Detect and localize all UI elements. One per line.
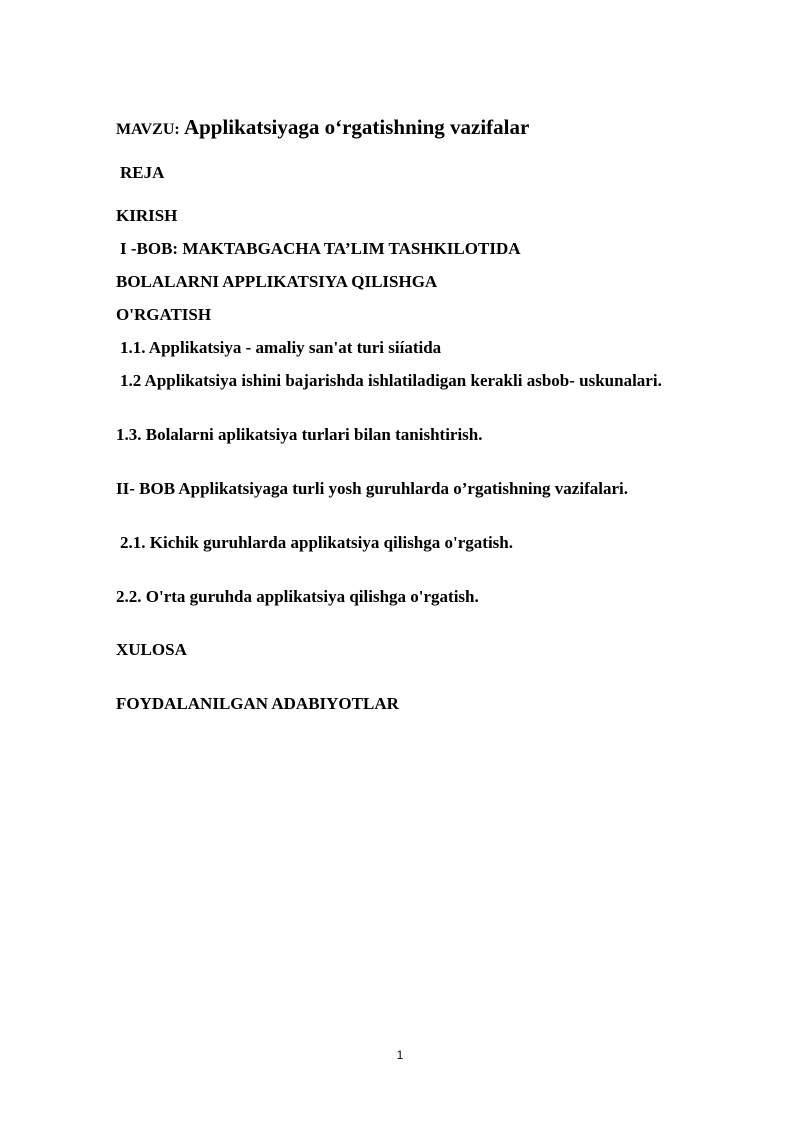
- page-number: 1: [396, 1048, 404, 1062]
- outline-item-chapter1-line1: I -BOB: MAKTABGACHA TA’LIM TASHKILOTIDA: [120, 239, 521, 258]
- topic-title: Applikatsiyaga o‘rgatishning vazifalar: [183, 115, 530, 139]
- outline-item-1-3: 1.3. Bolalarni aplikatsiya turlari bilan tanishtirish.: [116, 425, 483, 444]
- plan-heading: REJA: [120, 163, 165, 182]
- outline-item-conclusion: XULOSA: [116, 640, 187, 659]
- topic-label: MAVZU:: [116, 121, 180, 138]
- outline-item-2-2: 2.2. O'rta guruhda applikatsiya qilishga o'rgatish.: [116, 587, 479, 606]
- outline-item-1-1: 1.1. Applikatsiya - amaliy san'at turi siíatida: [120, 338, 442, 357]
- outline-item-chapter1-line2: BOLALARNI APPLIKATSIYA QILISHGA: [116, 272, 438, 291]
- outline-item-chapter1-line3: O'RGATISH: [116, 305, 212, 324]
- outline-item-chapter2: II- BOB Applikatsiyaga turli yosh guruhlarda o’rgatishning vazifalari.: [116, 479, 628, 498]
- outline-item-references: FOYDALANILGAN ADABIYOTLAR: [116, 694, 399, 713]
- outline-item-1-2: 1.2 Applikatsiya ishini bajarishda ishlatiladigan kerakli asbob- uskunalari.: [120, 371, 662, 390]
- topic-line: [116, 115, 529, 140]
- outline-item-2-1: 2.1. Kichik guruhlarda applikatsiya qilishga o'rgatish.: [120, 533, 513, 552]
- outline-item-intro: KIRISH: [116, 206, 178, 225]
